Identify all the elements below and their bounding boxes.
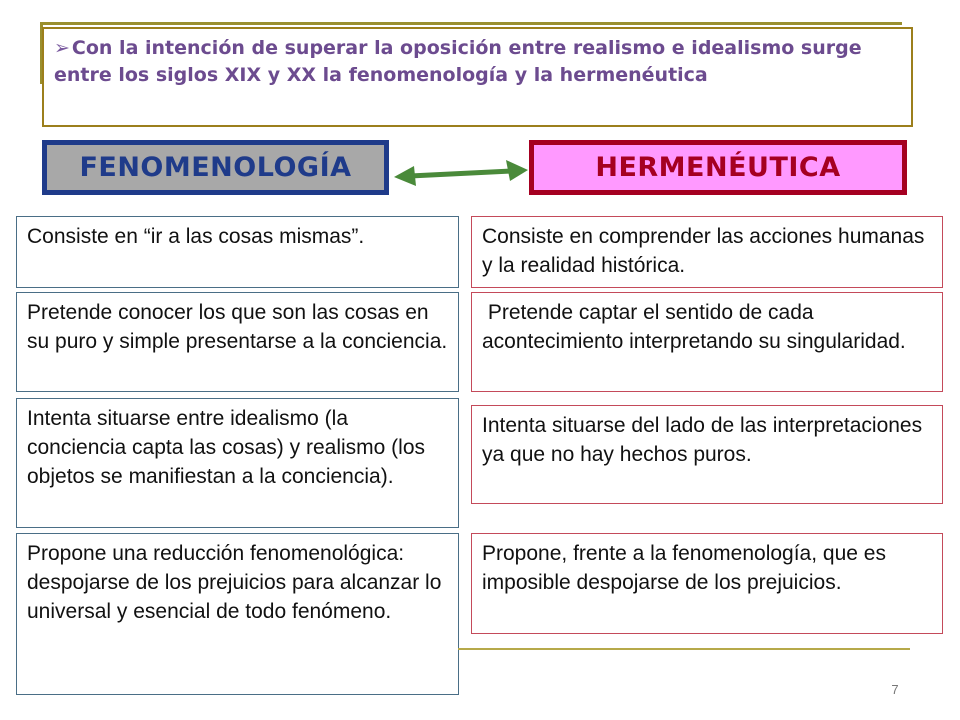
hermeneutica-item-3: Intenta situarse del lado de las interpretaciones ya que no hay hechos puros. [471, 405, 943, 504]
intro-text: Con la intención de superar la oposición entre realismo e idealismo surge entre los siglos XIX y XX la fenomenología y la hermenéutica [54, 37, 862, 86]
intro-box [42, 27, 913, 127]
page-number: 7 [891, 682, 899, 697]
fenomenologia-item-3: Intenta situarse entre idealismo (la conciencia capta las cosas) y realismo (los objetos se manifiestan a la conciencia). [16, 398, 459, 528]
decorative-bottom-line [458, 648, 910, 650]
bullet-arrow-icon: ➢ [54, 37, 70, 59]
fenomenologia-item-1: Consiste en “ir a las cosas mismas”. [16, 216, 459, 288]
hermeneutica-item-4: Propone, frente a la fenomenología, que es imposible despojarse de los prejuicios. [471, 533, 943, 634]
double-arrow-icon [392, 155, 530, 191]
hermeneutica-item-2: Pretende captar el sentido de cada acontecimiento interpretando su singularidad. [471, 292, 943, 392]
fenomenologia-item-2: Pretende conocer los que son las cosas en su puro y simple presentarse a la conciencia. [16, 292, 459, 392]
hermeneutica-item-1: Consiste en comprender las acciones humanas y la realidad histórica. [471, 216, 943, 288]
header-hermeneutica: HERMENÉUTICA [529, 140, 907, 195]
fenomenologia-item-4: Propone una reducción fenomenológica: despojarse de los prejuicios para alcanzar lo universal y esencial de todo fenómeno. [16, 533, 459, 695]
decorative-top-line [40, 22, 902, 25]
header-fenomenologia: FENOMENOLOGÍA [42, 140, 389, 195]
